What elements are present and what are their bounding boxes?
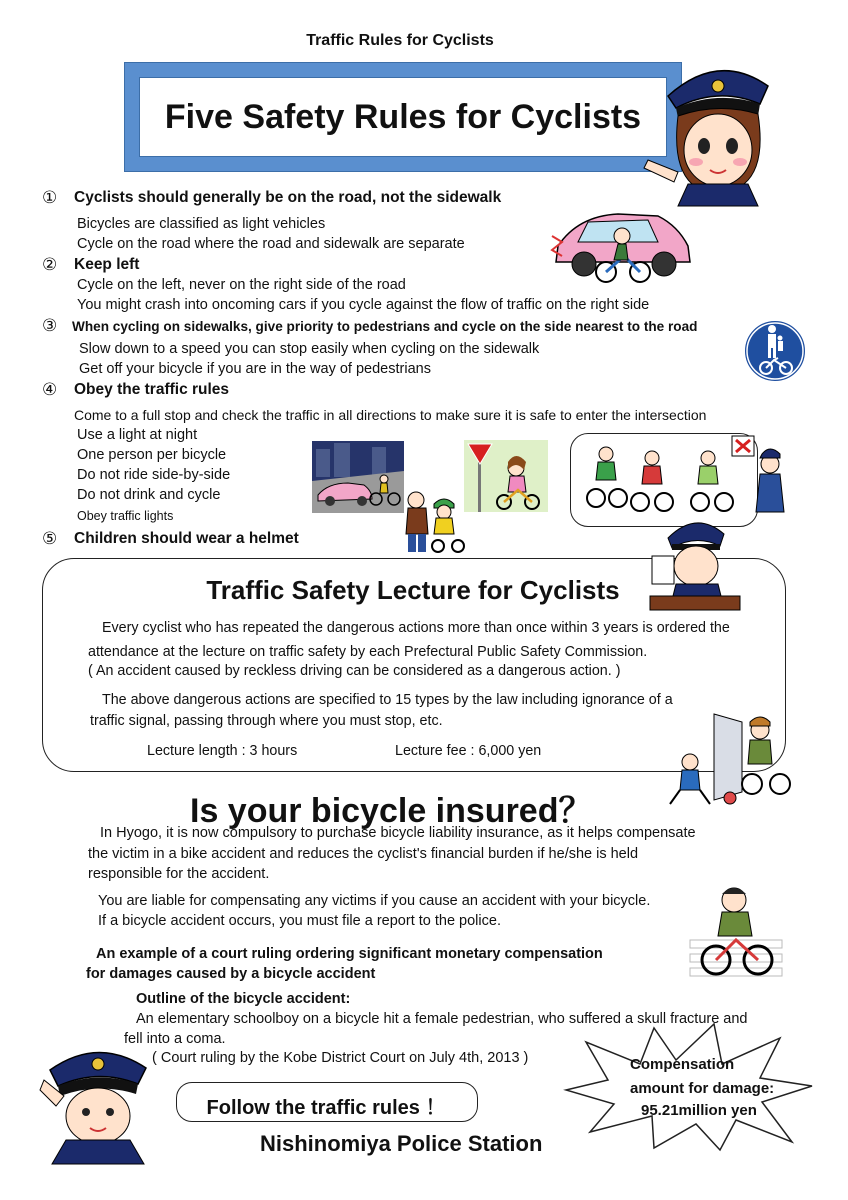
rule-heading: When cycling on sidewalks, give priority to pedestrians and cycle on the side nearest to the road: [72, 319, 698, 334]
insurance-paragraph-line: the victim in a bike accident and reduces the cyclist's financial burden if he/she is held: [88, 846, 639, 862]
lecture-paragraph-line: attendance at the lecture on traffic safety by each Prefectural Public Safety Commission.: [88, 644, 648, 660]
police-officer-illustration: [648, 56, 788, 206]
rule-line: Cycle on the left, never on the right side of the road: [77, 277, 406, 293]
pedestrian-bicycle-sign-icon: [742, 318, 808, 384]
rule-number: ④: [42, 380, 58, 399]
rule-line: Do not ride side-by-side: [77, 467, 231, 483]
rule-heading: Keep left: [74, 256, 140, 273]
lecture-paragraph-line: Every cyclist who has repeated the dangerous actions more than once within 3 years is ordered the: [102, 620, 730, 636]
title-banner-inner: [139, 77, 667, 157]
rule-number: ①: [42, 188, 58, 207]
rule-line: Come to a full stop and check the traffic in all directions to make sure it is safe to enter the intersection: [74, 407, 707, 423]
compensation-amount: 95.21million yen: [641, 1102, 757, 1119]
lecture-paragraph-line: traffic signal, passing through where you must stop, etc.: [90, 713, 443, 729]
lecture-paragraph-line: ( An accident caused by reckless driving can be considered as a dangerous action. ): [88, 663, 621, 679]
rule-heading: Obey the traffic rules: [74, 381, 230, 398]
rule-number: ⑤: [42, 529, 58, 548]
rule-line: Slow down to a speed you can stop easily when cycling on the sidewalk: [79, 341, 540, 357]
insurance-paragraph-line: In Hyogo, it is now compulsory to purchase bicycle liability insurance, as it helps compensate: [100, 825, 696, 841]
compensation-label: amount for damage:: [630, 1080, 775, 1097]
stop-sign-illustration: [464, 440, 548, 512]
outline-line: fell into a coma.: [124, 1031, 226, 1047]
saluting-officer-illustration: [40, 1040, 156, 1164]
car-crash-illustration: [548, 206, 698, 286]
child-helmet-illustration: [400, 490, 466, 556]
door-accident-illustration: [664, 712, 794, 808]
insurance-paragraph-line: If a bicycle accident occurs, you must file a report to the police.: [98, 913, 501, 929]
lecture-officer-illustration: [646, 512, 746, 612]
reckless-cyclist-illustration: [690, 880, 782, 984]
page-header-label: Traffic Rules for Cyclists: [306, 32, 494, 49]
night-cycling-illustration: [312, 441, 404, 513]
rule-line: Use a light at night: [77, 427, 198, 443]
slogan-text: Follow the traffic rules ！: [206, 1097, 446, 1119]
rule-line: Do not drink and cycle: [77, 487, 221, 503]
police-station-name: Nishinomiya Police Station: [260, 1131, 543, 1156]
rule-line: Obey traffic lights: [77, 509, 174, 523]
rule-heading: Cyclists should generally be on the road, not the sidewalk: [74, 189, 502, 206]
rule-line: One person per bicycle: [77, 447, 227, 463]
outline-line: An elementary schoolboy on a bicycle hit a female pedestrian, who suffered a skull fracture and: [136, 1011, 748, 1027]
rule-line: Get off your bicycle if you are in the way of pedestrians: [79, 361, 431, 377]
compensation-label: Compensation: [630, 1056, 735, 1073]
title-banner: [124, 62, 682, 172]
lecture-title: Traffic Safety Lecture for Cyclists: [206, 575, 620, 605]
lecture-paragraph-line: The above dangerous actions are specified to 15 types by the law including ignorance of a: [102, 692, 673, 708]
rule-line: Bicycles are classified as light vehicles: [77, 216, 326, 232]
court-ruling-note: ( Court ruling by the Kobe District Court on July 4th, 2013 ): [152, 1050, 529, 1066]
rule-number: ②: [42, 255, 58, 274]
insurance-title: Is your bicycle insured？: [190, 792, 593, 830]
court-example-heading: for damages caused by a bicycle accident: [86, 966, 376, 982]
insurance-paragraph-line: You are liable for compensating any victims if you cause an accident with your bicycle.: [98, 893, 651, 909]
rule-heading: Children should wear a helmet: [74, 530, 299, 547]
rule-number: ③: [42, 316, 58, 335]
rule-line: You might crash into oncoming cars if you cycle against the flow of traffic on the right side: [77, 297, 650, 313]
outline-heading: Outline of the bicycle accident:: [136, 991, 351, 1007]
rule-line: Cycle on the road where the road and sidewalk are separate: [77, 236, 465, 252]
lecture-fee: Lecture fee : 6,000 yen: [395, 743, 542, 759]
insurance-paragraph-line: responsible for the accident.: [88, 866, 270, 882]
court-example-heading: An example of a court ruling ordering significant monetary compensation: [96, 946, 603, 962]
lecture-length: Lecture length : 3 hours: [147, 743, 298, 759]
page-title: Five Safety Rules for Cyclists: [164, 97, 642, 136]
